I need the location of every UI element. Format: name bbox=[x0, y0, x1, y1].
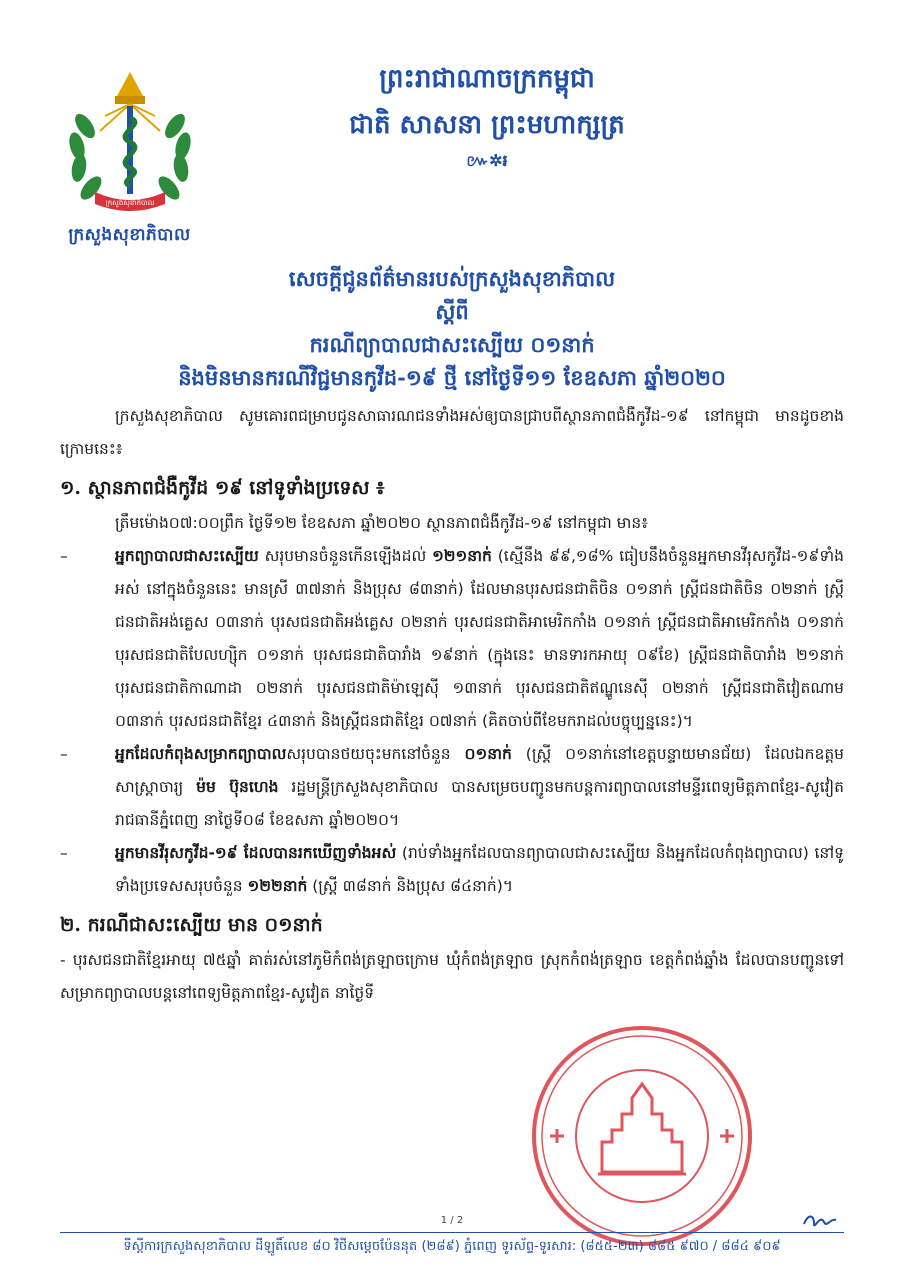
document-title bbox=[0, 262, 904, 394]
section-1-heading: ១. ស្ថានភាពជំងឺកូវីដ ១៩ នៅទូទាំងប្រទេស ៖ bbox=[60, 477, 385, 499]
total-cases-label: អ្នកមានវីរុសកូវីដ-១៩ ដែលបានរកឃើញទាំងអស់ bbox=[115, 844, 397, 862]
nation-religion-king: ជាតិ សាសនា ព្រះមហាក្សត្រ bbox=[349, 110, 625, 140]
kingdom-name: ព្រះរាជាណាចក្រកម្ពុជា bbox=[379, 64, 595, 94]
footer-address: ទីស្តីការក្រសួងសុខាភិបាល ដីឡូតិ៍លេខ ៨០ វិថីសម្តេចប៉ែននុត (២៨៩) ភ្នំពេញ ទូរស័ព្ទ-ទូរសារ: (៨៥៥-២៣) ៨៨៥ ៩៧០ / ៨៨៤ ៩០៩ bbox=[123, 1239, 781, 1254]
bullet-recovered: – អ្នកព្យាបាលជាសះស្បើយ សរុបមានចំនួនកើនឡើងដល់ ១២១នាក់ (ស្មើនឹង ៩៩,១៨% ធៀបនឹងចំនួនអ្នកមានវីរុសកូវីដ-១៩ទាំងអស់ នៅក្នុងចំនួននេះ មានស្រី ៣៧នាក់ និងប្រុស ៨៣នាក់) ដែលមានបុរសជនជាតិចិន ០១នាក់ ស្ត្រីជនជាតិចិន ០២នាក់ ស្ត្រីជនជាតិអង់គ្លេស ០៣នាក់ បុរសជនជាតិអង់គ្លេស ០២នាក់ បុរសជនជាតិអាមេរិកកាំង ០១នាក់ ស្ត្រីជនជាតិអាមេរិកកាំង ០១នាក់ បុរសជនជាតិបែលហ្ស៊ិក ០១នាក់ បុរសជនជាតិបារាំង ១៩នាក់ (ក្នុងនេះ មានទារកអាយុ ០៩ខែ) ស្ត្រីជនជាតិបារាំង ២១នាក់ បុរសជនជាតិកាណាដា ០២នាក់ បុរសជនជាតិម៉ាឡេស៊ី ១៣នាក់ បុរសជនជាតិឥណ្ឌូនេស៊ី ០២នាក់ ស្ត្រីជនជាតិវៀតណាម ០៣នាក់ បុរសជនជាតិខ្មែរ ៤៣នាក់ និងស្ត្រីជនជាតិខ្មែរ ០៧នាក់ (គិតចាប់ពីខែមករាដល់បច្ចុប្បន្ននេះ)។ bbox=[60, 540, 844, 738]
intro-paragraph: ក្រសួងសុខាភិបាល សូមគោរពជម្រាបជូនសាធារណជនទាំងអស់ឲ្យបានជ្រាបពីស្ថានភាពជំងឺកូវីដ-១៩ នៅកម្ពុជា មានដូចខាងក្រោមនេះ៖ bbox=[60, 407, 844, 458]
total-cases-count: ១២២នាក់ bbox=[247, 877, 308, 895]
bullet-mark: – bbox=[60, 547, 68, 565]
title-line-2: ស្តីពី bbox=[435, 299, 469, 324]
footer-divider bbox=[60, 1232, 844, 1233]
kingdom-motto bbox=[0, 62, 904, 174]
ornament: ៚✲៛ bbox=[466, 151, 508, 170]
ministry-name: ក្រសួងសុខាភិបាល bbox=[68, 225, 191, 245]
minister-name: ម៉ម ប៊ុនហេង bbox=[196, 778, 279, 796]
title-line-4: និងមិនមានករណីវិជ្ជមានកូវីដ-១៩ ថ្មី នៅថ្ងៃទី១១ ខែឧសភា ឆ្នាំ២០២០ bbox=[178, 365, 726, 390]
page-number: 1 / 2 bbox=[440, 1215, 464, 1226]
bullet-mark: – bbox=[60, 844, 68, 862]
section-1-lead: ត្រឹមម៉ោង០៧:០០ព្រឹក ថ្ងៃទី១២ ខែឧសភា ឆ្នាំ២០២០ ស្ថានភាពជំងឺកូវីដ-១៩ នៅកម្ពុជា មាន៖ bbox=[115, 514, 649, 532]
bullet-in-treatment: – អ្នកដែលកំពុងសម្រាកព្យាបាលសរុបបានថយចុះមកនៅចំនួន ០១នាក់ (ស្ត្រី ០១នាក់នៅខេត្តបន្ទាយមានជ័យ) ដែលឯកឧត្តមសាស្ត្រាចារ្យ ម៉ម ប៊ុនហេង រដ្ឋមន្ត្រីក្រសួងសុខាភិបាល បានសម្រេចបញ្ជូនមកបន្តការព្យាបាលនៅមន្ទីរពេទ្យមិត្តភាពខ្មែរ-សូវៀត រាជធានីភ្នំពេញ នាថ្ងៃទី០៨ ខែឧសភា ឆ្នាំ២០២០។ bbox=[60, 738, 844, 837]
title-line-3: ករណីព្យាបាលជាសះស្បើយ ០១នាក់ bbox=[309, 332, 595, 357]
document-body bbox=[60, 400, 844, 1010]
title-line-1: សេចក្តីជូនព័ត៌មានរបស់ក្រសួងសុខាភិបាល bbox=[288, 266, 616, 291]
section-2-heading: ២. ករណីជាសះស្បើយ មាន ០១នាក់ bbox=[60, 914, 323, 936]
in-treatment-label: អ្នកដែលកំពុងសម្រាកព្យាបាល bbox=[115, 745, 287, 763]
bullet-total-cases: – អ្នកមានវីរុសកូវីដ-១៩ ដែលបានរកឃើញទាំងអស់ (រាប់ទាំងអ្នកដែលបានព្យាបាលជាសះស្បើយ និងអ្នកដែលកំពុងព្យាបាល) នៅទូទាំងប្រទេសសរុបចំនួន ១២២នាក់ (ស្ត្រី ៣៨នាក់ និងប្រុស ៨៤នាក់)។ bbox=[60, 837, 844, 903]
section-2-paragraph: - បុរសជនជាតិខ្មែរអាយុ ៧៥ឆ្នាំ គាត់រស់នៅភូមិកំពង់ត្រឡាចក្រោម ឃុំកំពង់ត្រឡាច ស្រុកកំពង់ត្រឡាច ខេត្តកំពង់ឆ្នាំង ដែលបានបញ្ជូនទៅសម្រាកព្យាបាលបន្តនៅពេទ្យមិត្តភាពខ្មែរ-សូវៀត នាថ្ងៃទី bbox=[60, 951, 844, 1002]
recovered-count: ១២១នាក់ bbox=[432, 547, 492, 565]
svg-text:ក្រសួងសុខាភិបាល: ក្រសួងសុខាភិបាល bbox=[105, 199, 154, 207]
bullet-mark: – bbox=[60, 745, 68, 763]
in-treatment-count: ០១នាក់ bbox=[464, 745, 512, 763]
recovered-label: អ្នកព្យាបាលជាសះស្បើយ bbox=[115, 547, 259, 565]
